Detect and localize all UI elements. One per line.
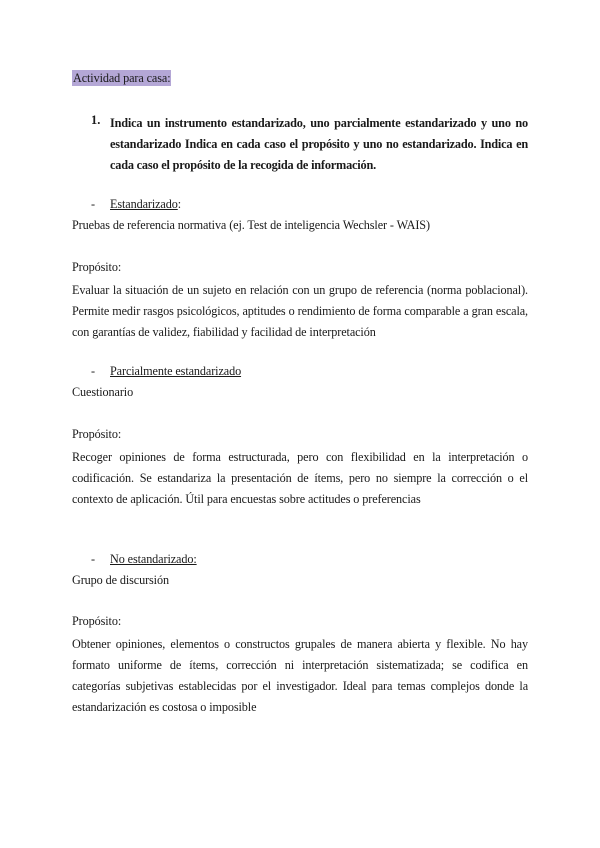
section-heading-label: Estandarizado xyxy=(110,197,178,211)
purpose-label: Propósito: xyxy=(72,614,122,628)
purpose-label: Propósito: xyxy=(72,427,122,441)
purpose-text: Evaluar la situación de un sujeto en relación con un grupo de referencia (norma poblacional). Permite medir rasgos psicológicos, aptitudes o rendimiento de forma comparable a gran escala, con garantías de validez, fiabilidad y facilidad de interpretación xyxy=(72,283,528,339)
section-heading-no-estandarizado: No estandarizado: xyxy=(110,552,197,566)
purpose-text: Obtener opiniones, elementos o constructos grupales de manera abierta y flexible. No hay formato uniforme de ítems, corrección ni interpretación sistematizada; se codifica en categorías subjetivas establecidas por el investigador. Ideal para temas complejos donde la estandarización es costosa o imposible xyxy=(72,637,528,714)
section-instrument: Cuestionario xyxy=(72,385,134,399)
purpose-label: Propósito: xyxy=(72,260,122,274)
section-bullet: - xyxy=(91,364,96,378)
section-heading-parcialmente-estandarizado: Parcialmente estandarizado xyxy=(110,364,242,378)
section-heading-estandarizado xyxy=(110,197,181,212)
question-number: 1. xyxy=(91,113,101,127)
purpose-text: Recoger opiniones de forma estructurada, pero con flexibilidad en la interpretación o codificación. Se estandariza la presentación de ítems, pero no siempre la corrección o el contexto de aplicación. Útil para encuestas sobre actitudes o preferencias xyxy=(72,450,528,506)
section-bullet: - xyxy=(91,197,96,211)
activity-title-highlight: Actividad para casa: xyxy=(73,71,171,85)
section-instrument: Grupo de discursión xyxy=(72,573,169,587)
activity-title xyxy=(72,71,171,86)
section-heading-colon: : xyxy=(177,197,182,211)
question-text: Indica un instrumento estandarizado, uno parcialmente estandarizado y uno no estandarizado Indica en cada caso el propósito y uno no estandarizado. Indica en cada caso el propósito de la recogida de información. xyxy=(110,116,528,172)
section-instrument: Pruebas de referencia normativa (ej. Test de inteligencia Wechsler - WAIS) xyxy=(72,218,430,232)
section-bullet: - xyxy=(91,552,96,566)
